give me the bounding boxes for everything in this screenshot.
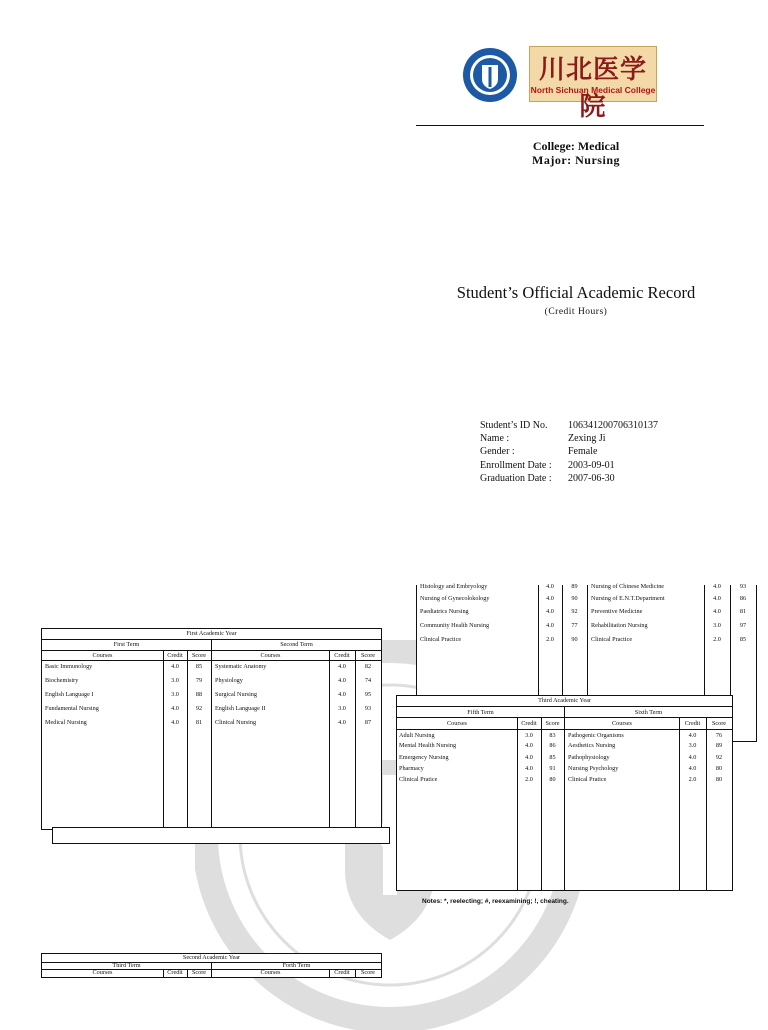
course-credit: 4.0 [688, 754, 697, 761]
course-credit: 3.0 [338, 705, 346, 712]
gender-value: Female [568, 446, 598, 458]
term-header: First Term [113, 641, 140, 648]
course-score: 86 [739, 595, 747, 602]
name-label: Name : [480, 433, 510, 445]
course-credit: 4.0 [171, 663, 179, 670]
first-year-table [41, 628, 382, 830]
course-credit: 4.0 [338, 677, 346, 684]
course-name: Preventive Medicine [591, 608, 643, 615]
course-credit: 3.0 [171, 677, 179, 684]
course-name: Emergency Nursing [399, 754, 449, 761]
table-title: Second Academic Year [182, 954, 241, 961]
course-score: 89 [715, 742, 723, 749]
course-name: Pathogenic Organisms [568, 732, 624, 739]
course-credit: 4.0 [688, 732, 697, 739]
course-credit: 4.0 [338, 719, 346, 726]
table-title: Third Academic Year [538, 697, 591, 704]
column-header: Credit [684, 720, 701, 727]
header-divider [416, 125, 704, 126]
course-name: Surgical Nursing [215, 691, 257, 698]
course-score: 87 [364, 719, 372, 726]
course-name: Paediatrics Nursing [420, 608, 469, 615]
major-label: Major: Nursing [532, 153, 620, 167]
term-header: Sixth Term [634, 709, 663, 716]
course-score: 88 [195, 691, 203, 698]
course-credit: 4.0 [338, 691, 346, 698]
college-seal-logo [462, 47, 518, 103]
college-name-english: North Sichuan Medical College [530, 85, 656, 95]
column-header: Courses [447, 720, 467, 727]
course-score: 80 [549, 776, 556, 783]
course-name: Community Health Nursing [420, 622, 490, 629]
course-score: 93 [739, 583, 747, 590]
course-score: 85 [549, 754, 556, 761]
course-credit: 4.0 [713, 583, 721, 590]
course-name: Nursing Psychology [568, 765, 619, 772]
student-id-value: 106341200706310137 [568, 420, 658, 431]
course-credit: 3.0 [525, 732, 533, 739]
course-score: 77 [571, 622, 578, 629]
course-score: 86 [549, 742, 556, 749]
course-name: Medical Nursing [45, 719, 87, 726]
course-name: Nursing of Gynecolokology [420, 595, 490, 602]
course-credit: 4.0 [171, 705, 179, 712]
course-name: Nursing of E.N.T.Department [591, 595, 665, 602]
column-header: Credit [334, 652, 350, 659]
course-name: Clinical Pratice [399, 776, 438, 783]
term-header: Fifth Term [467, 709, 494, 716]
course-credit: 4.0 [546, 608, 554, 615]
column-header: Score [360, 969, 376, 976]
course-credit: 4.0 [713, 608, 721, 615]
course-name: English Language II [215, 705, 266, 712]
course-score: 79 [195, 677, 203, 684]
gender-label: Gender : [480, 446, 515, 458]
student-info [480, 419, 658, 485]
course-score: 89 [571, 583, 578, 590]
course-score: 93 [364, 705, 372, 712]
enrollment-date-label: Enrollment Date : [480, 459, 552, 471]
course-credit: 4.0 [525, 765, 533, 772]
course-score: 74 [364, 677, 372, 684]
course-credit: 4.0 [171, 719, 179, 726]
course-score: 90 [571, 636, 578, 643]
course-credit: 4.0 [525, 742, 533, 749]
student-id-label: Student’s ID No. [480, 420, 548, 431]
course-score: 82 [364, 663, 372, 670]
course-credit: 3.0 [688, 742, 697, 749]
course-name: Aesthetics Nursing [568, 742, 616, 749]
course-credit: 2.0 [713, 636, 721, 643]
graduation-date-value: 2007-06-30 [568, 472, 615, 484]
course-credit: 2.0 [688, 776, 697, 783]
column-header: Credit [167, 969, 183, 976]
course-score: 95 [364, 691, 372, 698]
course-score: 92 [715, 754, 723, 761]
course-credit: 2.0 [546, 636, 554, 643]
course-credit: 4.0 [546, 583, 554, 590]
course-score: 90 [571, 595, 578, 602]
record-subtitle: (Credit Hours) [544, 307, 608, 317]
college-name-logo [529, 46, 657, 122]
course-credit: 3.0 [171, 691, 179, 698]
course-credit: 3.0 [713, 622, 721, 629]
course-name: Biochemistry [45, 677, 79, 684]
table-title: First Academic Year [186, 630, 237, 637]
course-name: Pathophysiology [568, 754, 610, 761]
second-year-table [41, 953, 382, 978]
course-name: Histology and Embryology [420, 583, 488, 590]
course-name: Systematic Anatomy [215, 663, 267, 670]
course-name: Adult Nursing [399, 732, 435, 739]
course-score: 92 [571, 608, 578, 615]
course-name: Rehabilitation Nursing [591, 622, 648, 629]
course-credit: 4.0 [713, 595, 721, 602]
column-header: Credit [334, 969, 350, 976]
column-header: Credit [167, 652, 183, 659]
term-header: Second Term [280, 641, 313, 648]
course-credit: 4.0 [688, 765, 697, 772]
name-value: Zexing Ji [568, 433, 606, 445]
course-score: 91 [549, 765, 556, 772]
column-header: Courses [260, 652, 281, 659]
course-name: Basic Immunology [45, 663, 93, 670]
enrollment-date-value: 2003-09-01 [568, 459, 615, 471]
term-header: Third Term [112, 962, 141, 969]
course-name: Mental Health Nursing [399, 742, 457, 749]
column-header: Score [545, 720, 560, 727]
course-name: Pharmacy [399, 765, 424, 772]
column-header: Courses [612, 720, 632, 727]
column-header: Credit [521, 720, 537, 727]
course-score: 92 [195, 705, 203, 712]
course-score: 81 [739, 608, 747, 615]
column-header: Courses [92, 652, 113, 659]
grading-notes: Notes: *, reelecting; #, reexamining; !, cheating. [422, 898, 569, 905]
college-label: College: Medical [532, 139, 620, 153]
column-header: Score [191, 652, 207, 659]
course-score: 97 [739, 622, 747, 629]
course-credit: 4.0 [546, 622, 554, 629]
course-name: Nursing of Chinese Medicine [591, 583, 665, 590]
course-score: 85 [195, 663, 203, 670]
third-year-table [396, 695, 733, 891]
column-header: Score [191, 969, 207, 976]
course-credit: 2.0 [525, 776, 533, 783]
course-score: 80 [715, 765, 723, 772]
course-name: Clinical Nursing [215, 719, 257, 726]
course-score: 81 [195, 719, 203, 726]
course-credit: 4.0 [338, 663, 346, 670]
course-name: Clinical Practice [420, 636, 462, 643]
column-header: Score [360, 652, 376, 659]
course-score: 83 [549, 732, 556, 739]
course-credit: 4.0 [546, 595, 554, 602]
column-header: Courses [92, 969, 113, 976]
column-header: Courses [260, 969, 281, 976]
column-header: Score [711, 720, 727, 727]
course-score: 85 [739, 636, 747, 643]
college-name-chinese: 川北医学院 [538, 55, 647, 122]
table-footer-strip [52, 827, 390, 844]
course-credit: 4.0 [525, 754, 533, 761]
course-name: English Language I [45, 691, 94, 698]
term-header: Forth Term [282, 962, 311, 969]
record-title: Student’s Official Academic Record [456, 283, 696, 302]
course-name: Clinical Pratice [568, 776, 607, 783]
course-name: Clinical Practice [591, 636, 633, 643]
course-score: 80 [715, 776, 723, 783]
course-name: Fundamental Nursing [45, 705, 99, 712]
graduation-date-label: Graduation Date : [480, 472, 552, 484]
course-name: Physiology [215, 677, 243, 684]
course-score: 76 [715, 732, 723, 739]
